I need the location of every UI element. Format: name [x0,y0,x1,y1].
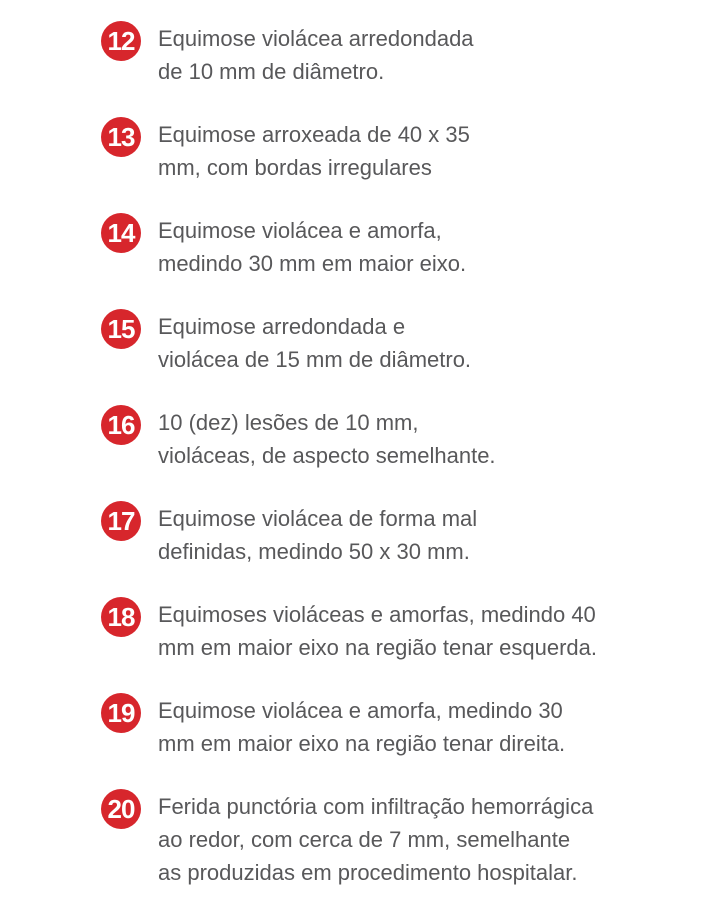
item-description [158,309,471,376]
list-item [101,213,700,280]
item-description [158,789,593,889]
item-text-line: Ferida punctória com infiltração hemorrágica [158,794,594,819]
item-description [158,213,466,280]
item-text-line: as produzidas em procedimento hospitalar. [158,860,578,885]
item-number-badge: 15 [101,309,141,349]
item-text-line: Equimose arroxeada de 40 x 35 [158,122,470,147]
item-text-line: mm em maior eixo na região tenar direita. [158,731,566,756]
item-number-badge: 20 [101,789,141,829]
item-text-line: Equimose violácea e amorfa, [158,218,442,243]
list-item [101,405,700,472]
list-item [101,309,700,376]
item-number-badge: 12 [101,21,141,61]
item-text-line: mm, com bordas irregulares [158,155,432,180]
item-text-line: de 10 mm de diâmetro. [158,59,385,84]
list-item [101,21,700,88]
item-text-line: Equimose arredondada e [158,314,406,339]
item-text-line: Equimose violácea e amorfa, medindo 30 [158,698,563,723]
item-text-line: violácea de 15 mm de diâmetro. [158,347,472,372]
item-text-line: mm em maior eixo na região tenar esquerda. [158,635,597,660]
item-description [158,501,477,568]
item-text-line: violáceas, de aspecto semelhante. [158,443,496,468]
item-text-line: medindo 30 mm em maior eixo. [158,251,467,276]
item-text-line: Equimose violácea de forma mal [158,506,478,531]
list-item [101,501,700,568]
item-text-line: definidas, medindo 50 x 30 mm. [158,539,470,564]
item-text-line: Equimose violácea arredondada [158,26,474,51]
item-text-line: Equimoses violáceas e amorfas, medindo 40 [158,602,596,627]
item-number-badge: 14 [101,213,141,253]
list-item [101,693,700,760]
item-description [158,405,496,472]
item-number-badge: 16 [101,405,141,445]
item-text-line: ao redor, com cerca de 7 mm, semelhante [158,827,571,852]
list-item [101,789,700,889]
item-text-line: 10 (dez) lesões de 10 mm, [158,410,419,435]
list-item [101,117,700,184]
item-description [158,117,470,184]
item-description [158,597,597,664]
item-number-badge: 18 [101,597,141,637]
item-number-badge: 19 [101,693,141,733]
item-number-badge: 17 [101,501,141,541]
item-number-badge: 13 [101,117,141,157]
item-description [158,693,565,760]
list-item [101,597,700,664]
item-description [158,21,474,88]
